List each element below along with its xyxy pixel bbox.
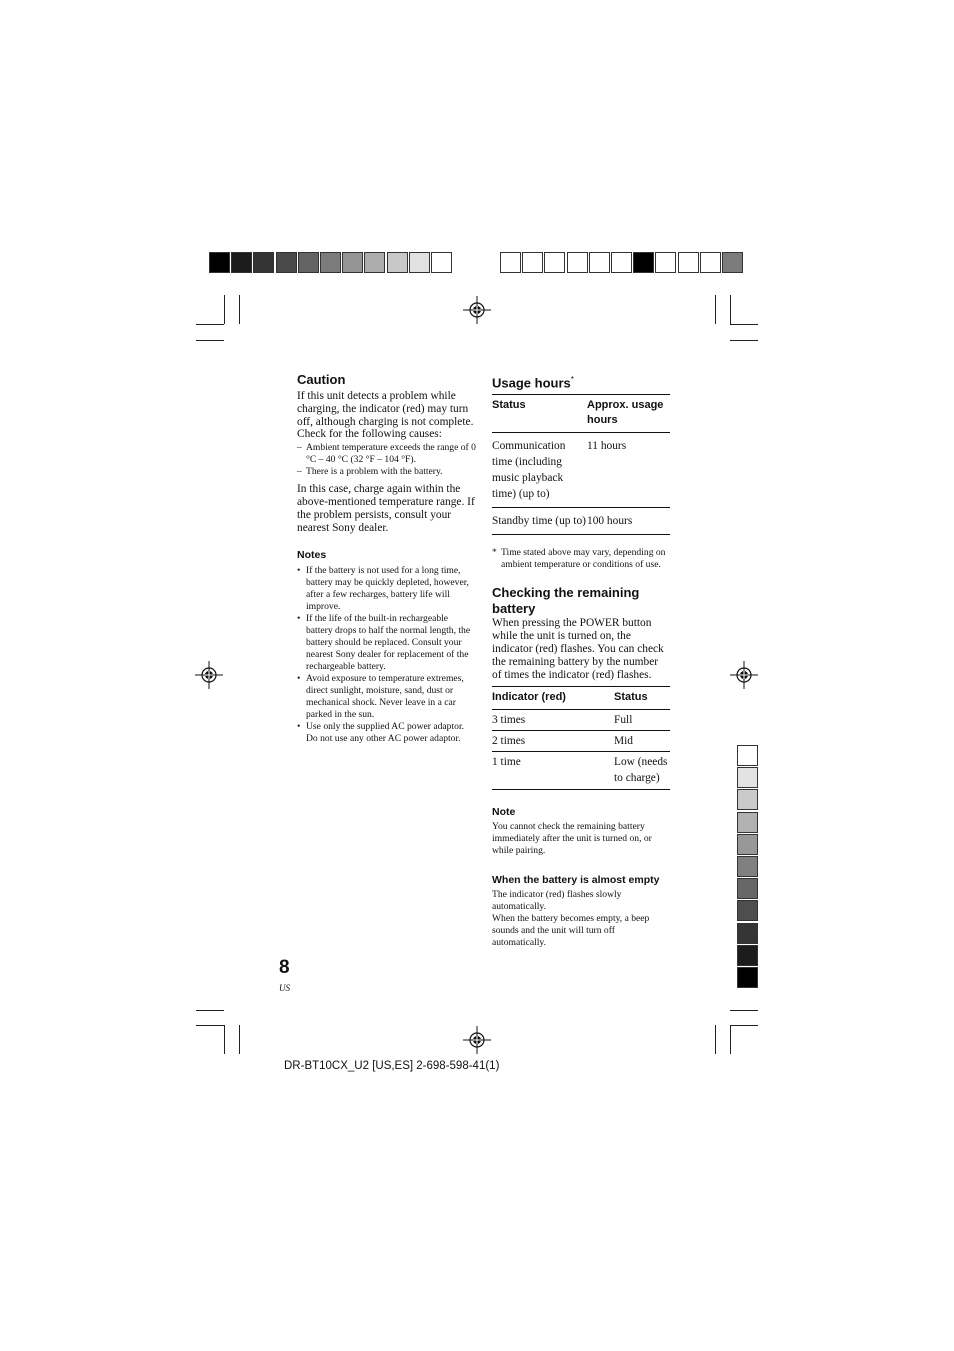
color-swatch — [209, 252, 230, 273]
color-swatch — [737, 878, 758, 899]
note-text: You cannot check the remaining battery immediately after the unit is turned on, or while pairing. — [492, 821, 652, 857]
registration-mark-left — [195, 661, 223, 689]
almost-empty-line2: When the battery becomes empty, a beep sounds and the unit will turn off automatically. — [492, 913, 650, 949]
color-swatch — [678, 252, 699, 273]
color-swatch — [655, 252, 676, 273]
color-swatch — [722, 252, 743, 273]
column-header-indicator: Indicator (red) — [492, 691, 566, 704]
color-swatch — [737, 745, 758, 766]
column-header-hours: Approx. usage hours — [587, 399, 664, 427]
color-swatch — [633, 252, 654, 273]
caution-intro: If this unit detects a problem while charging, the indicator (red) may turn off, although charging is not complete. — [297, 390, 474, 428]
note-heading: Note — [492, 806, 516, 819]
color-swatch — [276, 252, 297, 273]
color-swatch — [231, 252, 252, 273]
table-row: 1 time Low (needs to charge) — [492, 752, 670, 790]
table-row: 3 times Full — [492, 710, 670, 731]
registration-mark-bottom — [463, 1026, 491, 1054]
table-header-row — [492, 395, 670, 433]
cause-item: – There is a problem with the battery. — [297, 466, 443, 478]
color-swatch — [737, 945, 758, 966]
left-column — [297, 372, 477, 745]
remaining-battery-intro: When pressing the POWER button while the unit is turned on, the indicator (red) flashes. You can check the remaining battery by the number of times the indicator (red) flashes. — [492, 617, 664, 681]
color-swatch — [364, 252, 385, 273]
color-swatch — [737, 923, 758, 944]
color-swatch — [253, 252, 274, 273]
cause-item: – Ambient temperature exceeds the range of 0 °C – 40 °C (32 °F – 104 °F). — [297, 442, 476, 466]
color-swatch — [567, 252, 588, 273]
remaining-battery-table — [492, 686, 670, 790]
page-number: 8 — [279, 957, 290, 978]
remaining-battery-heading: Checking the remaining battery — [492, 585, 640, 617]
table-row: Communication time (including music playback time) (up to) 11 hours — [492, 433, 670, 508]
color-swatch — [737, 789, 758, 810]
note-item: • If the life of the built-in rechargeable battery drops to half the normal length, the battery should be replaced. Consult your nearest Sony dealer for replacement of the rechargeable battery. — [297, 613, 471, 673]
note-item: • If the battery is not used for a long time, battery may be quickly depleted, however, after a few recharges, battery life will improve. — [297, 565, 469, 613]
color-swatch — [342, 252, 363, 273]
color-swatch — [611, 252, 632, 273]
color-swatch — [544, 252, 565, 273]
color-swatch — [320, 252, 341, 273]
caution-followup: In this case, charge again within the above-mentioned temperature range. If the problem persists, consult your nearest Sony dealer. — [297, 483, 475, 534]
caution-check: Check for the following causes: — [297, 428, 442, 441]
notes-heading: Notes — [297, 549, 327, 562]
color-swatch — [387, 252, 408, 273]
right-column — [492, 372, 670, 949]
color-swatch — [737, 967, 758, 988]
color-swatch — [589, 252, 610, 273]
almost-empty-line1: The indicator (red) flashes slowly automatically. — [492, 889, 622, 913]
color-swatch — [500, 252, 521, 273]
color-swatch — [737, 812, 758, 833]
page-region: US — [279, 983, 290, 993]
usage-hours-table — [492, 394, 670, 535]
color-swatch — [737, 900, 758, 921]
registration-mark-top — [463, 296, 491, 324]
usage-footnote: * Time stated above may vary, depending on ambient temperature or conditions of use. — [492, 547, 666, 571]
table-header-row — [492, 687, 670, 710]
color-swatch — [737, 834, 758, 855]
note-item: • Avoid exposure to temperature extremes, direct sunlight, moisture, sand, dust or mechanical shock. Never leave in a car parked in the sun. — [297, 673, 464, 721]
color-swatch — [737, 767, 758, 788]
footer-code: DR-BT10CX_U2 [US,ES] 2-698-598-41(1) — [284, 1060, 500, 1072]
table-row: 2 times Mid — [492, 731, 670, 752]
color-swatch — [298, 252, 319, 273]
color-swatch — [431, 252, 452, 273]
color-swatch — [409, 252, 430, 273]
registration-mark-right — [730, 661, 758, 689]
color-swatch — [737, 856, 758, 877]
almost-empty-heading: When the battery is almost empty — [492, 874, 660, 887]
table-row: Standby time (up to) 100 hours — [492, 508, 670, 535]
column-header-status: Status — [614, 691, 648, 704]
color-swatch — [522, 252, 543, 273]
column-header-status: Status — [492, 399, 526, 412]
color-swatch — [700, 252, 721, 273]
usage-hours-heading: Usage hours* — [492, 375, 574, 391]
note-item: • Use only the supplied AC power adaptor. Do not use any other AC power adaptor. — [297, 721, 465, 745]
caution-heading: Caution — [297, 372, 346, 387]
